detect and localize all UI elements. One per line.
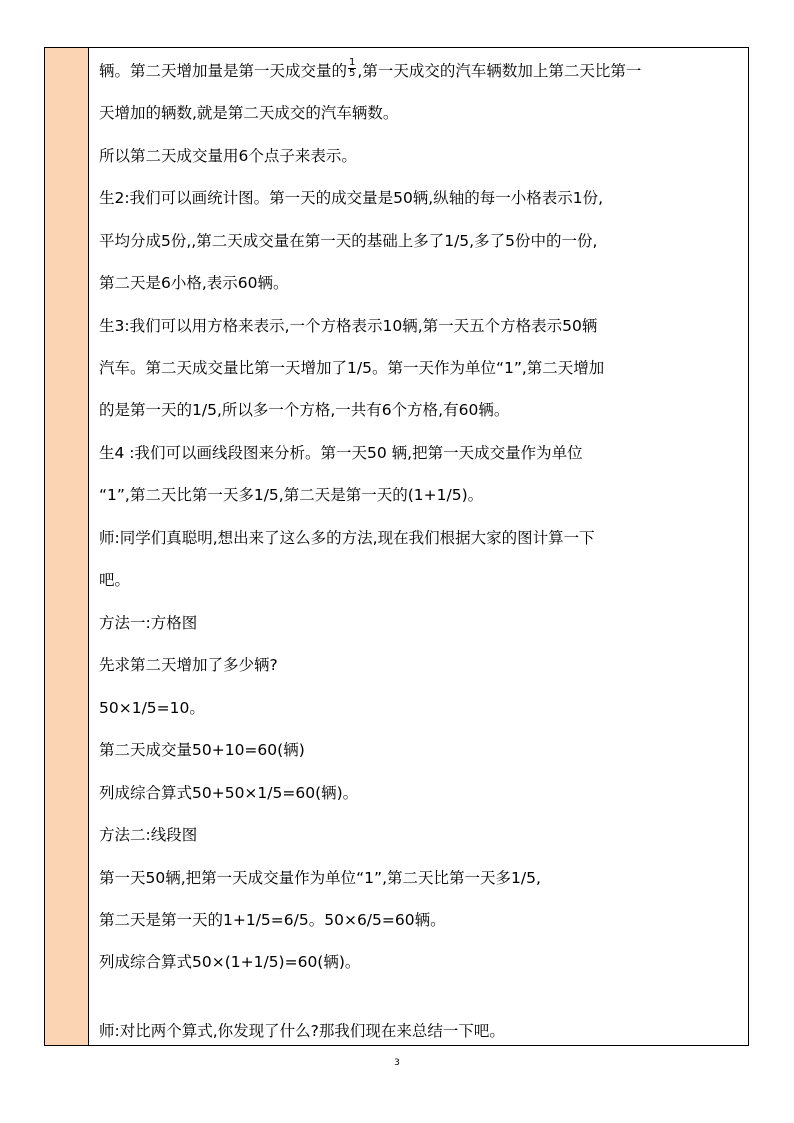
page-number: 3 xyxy=(394,1058,400,1068)
text-line: 平均分成5份,,第二天成交量在第一天的基础上多了1/5,多了5份中的一份, xyxy=(99,232,598,250)
equation-line: 第二天是第一天的1+1/5=6/5。50×6/5=60辆。 xyxy=(99,911,446,929)
text-line: 先求第二天增加了多少辆? xyxy=(99,656,278,674)
equation-line: 列成综合算式50×(1+1/5)=60(辆)。 xyxy=(99,953,361,971)
equation-line: 列成综合算式50+50×1/5=60(辆)。 xyxy=(99,784,359,802)
text-line: 的是第一天的1/5,所以多一个方格,一共有6个方格,有60辆。 xyxy=(99,401,510,419)
fraction-one-fifth: $\frac{1}{5}$ xyxy=(349,57,356,79)
text-line: 天增加的辆数,就是第二天成交的汽车辆数。 xyxy=(99,104,399,122)
equation-line: 50×1/5=10。 xyxy=(99,699,205,717)
equation-line: 第二天成交量50+10=60(辆) xyxy=(99,741,305,759)
shaded-left-column xyxy=(45,48,89,1045)
text-line: 师:对比两个算式,你发现了什么?那我们现在来总结一下吧。 xyxy=(99,1022,505,1040)
text-line: 第一天50辆,把第一天成交量作为单位“1”,第二天比第一天多1/5, xyxy=(99,869,541,887)
text-line: 第二天是6小格,表示60辆。 xyxy=(99,274,289,292)
section-heading: 方法一:方格图 xyxy=(99,614,198,632)
text-line: 生3:我们可以用方格来表示,一个方格表示10辆,第一天五个方格表示50辆 xyxy=(99,317,598,335)
text-line: 生2:我们可以画统计图。第一天的成交量是50辆,纵轴的每一小格表示1份, xyxy=(99,189,604,207)
text-line: 辆。第二天增加量是第一天成交量的 $\frac{1}{5}$ ,第一天成交的汽车辆数加上第二天比第一 xyxy=(99,57,642,80)
text-line: 吧。 xyxy=(99,571,131,589)
text-line: 所以第二天成交量用6个点子来表示。 xyxy=(99,147,357,165)
lesson-table xyxy=(44,47,749,1046)
section-heading: 方法二:线段图 xyxy=(99,826,198,844)
text-line: 生4 :我们可以画线段图来分析。第一天50 辆,把第一天成交量作为单位 xyxy=(99,444,583,462)
text-line: 汽车。第二天成交量比第一天增加了1/5。第一天作为单位“1”,第二天增加 xyxy=(99,359,605,377)
text-line: “1”,第二天比第一天多1/5,第二天是第一天的(1+1/5)。 xyxy=(99,486,484,504)
text-line: 师:同学们真聪明,想出来了这么多的方法,现在我们根据大家的图计算一下 xyxy=(99,529,595,547)
